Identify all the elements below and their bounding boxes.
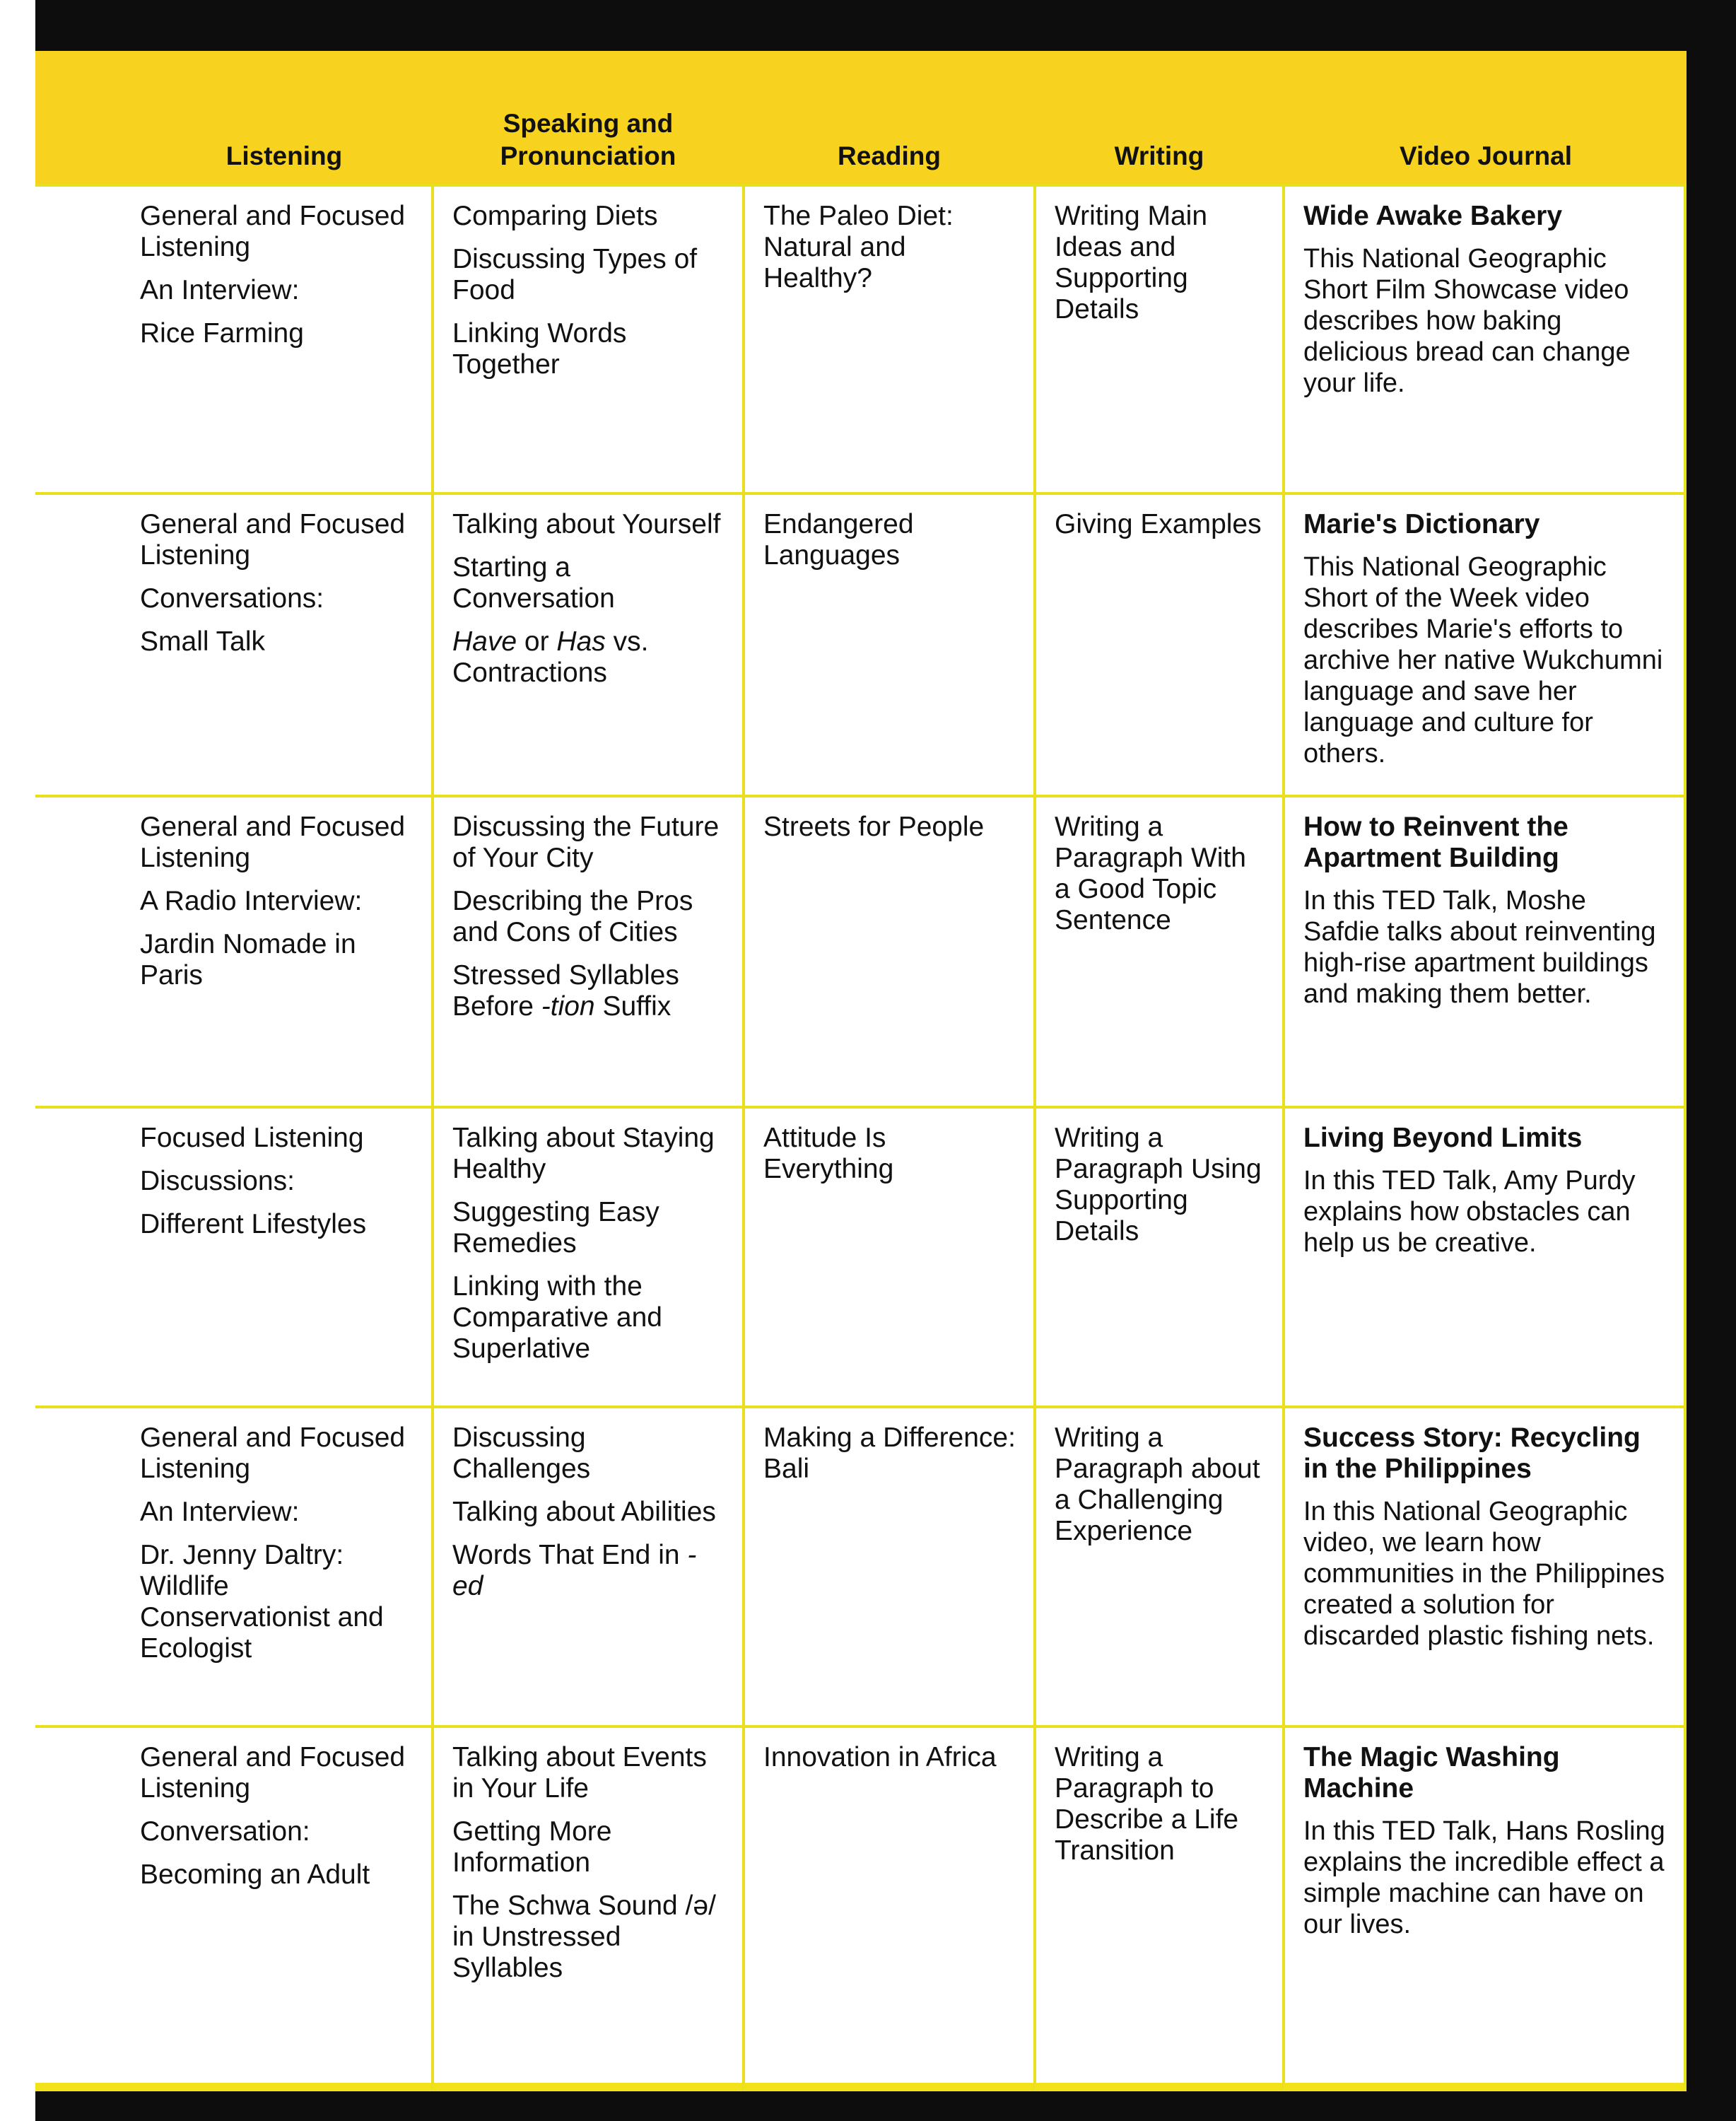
row-2-speaking: [431, 492, 742, 795]
speaking-item: Talking about Yourself: [452, 509, 721, 539]
listening-topic: Small Talk: [140, 626, 266, 657]
row-1-speaking: [431, 184, 742, 492]
writing-skill: Giving Examples: [1055, 509, 1262, 539]
video-title: Success Story: Recycling in the Philippines: [1303, 1422, 1641, 1484]
row-5-reading: [742, 1406, 1033, 1725]
row-4-listening: [35, 1106, 431, 1406]
speaking-item: Describing the Pros and Cons of Cities: [452, 886, 693, 947]
row-5-video: [1282, 1406, 1687, 1725]
speaking-item: Comparing Diets: [452, 201, 658, 231]
listening-type: An Interview:: [140, 1497, 300, 1527]
row-3-reading: [742, 795, 1033, 1106]
row-3-video: [1282, 795, 1687, 1106]
row-6-speaking: [431, 1725, 742, 2091]
speaking-italic: -ed: [452, 1540, 697, 1601]
speaking-item: Talking about Events in Your Life: [452, 1742, 707, 1804]
row-2-listening: [35, 492, 431, 795]
speaking-item: Discussing Types of Food: [452, 244, 698, 305]
row-3-listening: [35, 795, 431, 1106]
speaking-text: vs. Contractions: [452, 626, 649, 688]
row-3-speaking: [431, 795, 742, 1106]
speaking-item: Getting More Information: [452, 1816, 612, 1878]
video-description: This National Geographic Short Film Showcase video describes how baking delicious bread can change your life.: [1303, 244, 1631, 398]
listening-type: A Radio Interview:: [140, 886, 363, 916]
header-listening: Listening: [35, 51, 431, 184]
speaking-item: Starting a Conversation: [452, 552, 615, 614]
row-3-writing: [1033, 795, 1282, 1106]
listening-type: An Interview:: [140, 275, 300, 305]
speaking-item: Discussing Challenges: [452, 1422, 591, 1484]
row-2-video: [1282, 492, 1687, 795]
speaking-item: Suggesting Easy Remedies: [452, 1197, 659, 1258]
row-5-writing: [1033, 1406, 1282, 1725]
header-video-journal: Video Journal: [1282, 51, 1687, 184]
speaking-italic: Have: [452, 626, 517, 657]
video-description: This National Geographic Short of the Week video describes Marie's efforts to archive her native Wukchumni language and save her language and culture for others.: [1303, 552, 1663, 769]
writing-skill: Writing a Paragraph With a Good Topic Sentence: [1055, 812, 1246, 935]
video-description: In this TED Talk, Moshe Safdie talks about reinventing high-rise apartment buildings and making them better.: [1303, 886, 1656, 1009]
listening-topic: Becoming an Adult: [140, 1859, 370, 1890]
row-5-speaking: [431, 1406, 742, 1725]
scope-table: [35, 51, 1687, 2091]
listening-skill: General and Focused Listening: [140, 509, 406, 571]
listening-topic: Rice Farming: [140, 318, 304, 349]
listening-type: Conversations:: [140, 583, 324, 614]
row-1-reading: [742, 184, 1033, 492]
speaking-item: [452, 1540, 725, 1602]
speaking-text: Words That End in: [452, 1540, 680, 1570]
speaking-item: Linking Words Together: [452, 318, 627, 380]
speaking-item: [452, 626, 725, 689]
speaking-item: Discussing the Future of Your City: [452, 812, 720, 873]
header-speaking: [431, 51, 742, 184]
row-6-listening: [35, 1725, 431, 2091]
listening-topic: Dr. Jenny Daltry: Wildlife Conservationist and Ecologist: [140, 1540, 384, 1664]
reading-title: Attitude Is Everything: [763, 1123, 894, 1184]
reading-title: Streets for People: [763, 812, 985, 842]
video-description: In this National Geographic video, we learn how communities in the Philippines created a solution for discarded plastic fishing nets.: [1303, 1497, 1665, 1651]
row-5-listening: [35, 1406, 431, 1725]
row-4-writing: [1033, 1106, 1282, 1406]
row-6-video: [1282, 1725, 1687, 2091]
writing-skill: Writing a Paragraph Using Supporting Details: [1055, 1123, 1262, 1246]
listening-skill: Focused Listening: [140, 1123, 364, 1153]
speaking-item: [452, 960, 725, 1022]
listening-skill: General and Focused Listening: [140, 812, 406, 873]
listening-topic: Different Lifestyles: [140, 1209, 367, 1239]
video-title: The Magic Washing Machine: [1303, 1742, 1560, 1804]
row-4-video: [1282, 1106, 1687, 1406]
scope-and-sequence-page: [35, 51, 1687, 2091]
speaking-item: Linking with the Comparative and Superlative: [452, 1271, 662, 1364]
speaking-item: Talking about Staying Healthy: [452, 1123, 715, 1184]
page-margin: [0, 0, 35, 2121]
speaking-item: The Schwa Sound /ə/ in Unstressed Syllables: [452, 1891, 716, 1983]
writing-skill: Writing a Paragraph about a Challenging Experience: [1055, 1422, 1260, 1546]
listening-skill: General and Focused Listening: [140, 201, 406, 262]
header-speaking-label: Speaking and Pronunciation: [500, 109, 676, 170]
speaking-text: Suffix: [602, 991, 671, 1022]
writing-skill: Writing Main Ideas and Supporting Details: [1055, 201, 1208, 325]
row-2-writing: [1033, 492, 1282, 795]
row-4-speaking: [431, 1106, 742, 1406]
speaking-italic: -tion: [541, 991, 595, 1022]
video-description: In this TED Talk, Hans Rosling explains the incredible effect a simple machine can have on our lives.: [1303, 1816, 1665, 1939]
listening-skill: General and Focused Listening: [140, 1742, 406, 1804]
row-6-reading: [742, 1725, 1033, 2091]
row-1-video: [1282, 184, 1687, 492]
video-description: In this TED Talk, Amy Purdy explains how obstacles can help us be creative.: [1303, 1166, 1636, 1258]
row-6-writing: [1033, 1725, 1282, 2091]
reading-title: The Paleo Diet: Natural and Healthy?: [763, 201, 954, 293]
writing-skill: Writing a Paragraph to Describe a Life Transition: [1055, 1742, 1239, 1866]
listening-type: Conversation:: [140, 1816, 310, 1847]
listening-type: Discussions:: [140, 1166, 295, 1196]
row-1-listening: [35, 184, 431, 492]
video-title: Living Beyond Limits: [1303, 1123, 1583, 1153]
listening-topic: Jardin Nomade in Paris: [140, 929, 356, 991]
video-title: How to Reinvent the Apartment Building: [1303, 812, 1568, 873]
row-1-writing: [1033, 184, 1282, 492]
video-title: Wide Awake Bakery: [1303, 201, 1563, 231]
speaking-italic: Has: [556, 626, 606, 657]
header-writing: Writing: [1033, 51, 1282, 184]
reading-title: Innovation in Africa: [763, 1742, 997, 1772]
speaking-text: or: [524, 626, 549, 657]
row-2-reading: [742, 492, 1033, 795]
header-reading: Reading: [742, 51, 1033, 184]
video-title: Marie's Dictionary: [1303, 509, 1540, 539]
listening-skill: General and Focused Listening: [140, 1422, 406, 1484]
speaking-item: Talking about Abilities: [452, 1497, 716, 1527]
row-4-reading: [742, 1106, 1033, 1406]
speaking-text: Stressed Syllables Before: [452, 960, 679, 1022]
reading-title: Making a Difference: Bali: [763, 1422, 1016, 1484]
reading-title: Endangered Languages: [763, 509, 914, 571]
